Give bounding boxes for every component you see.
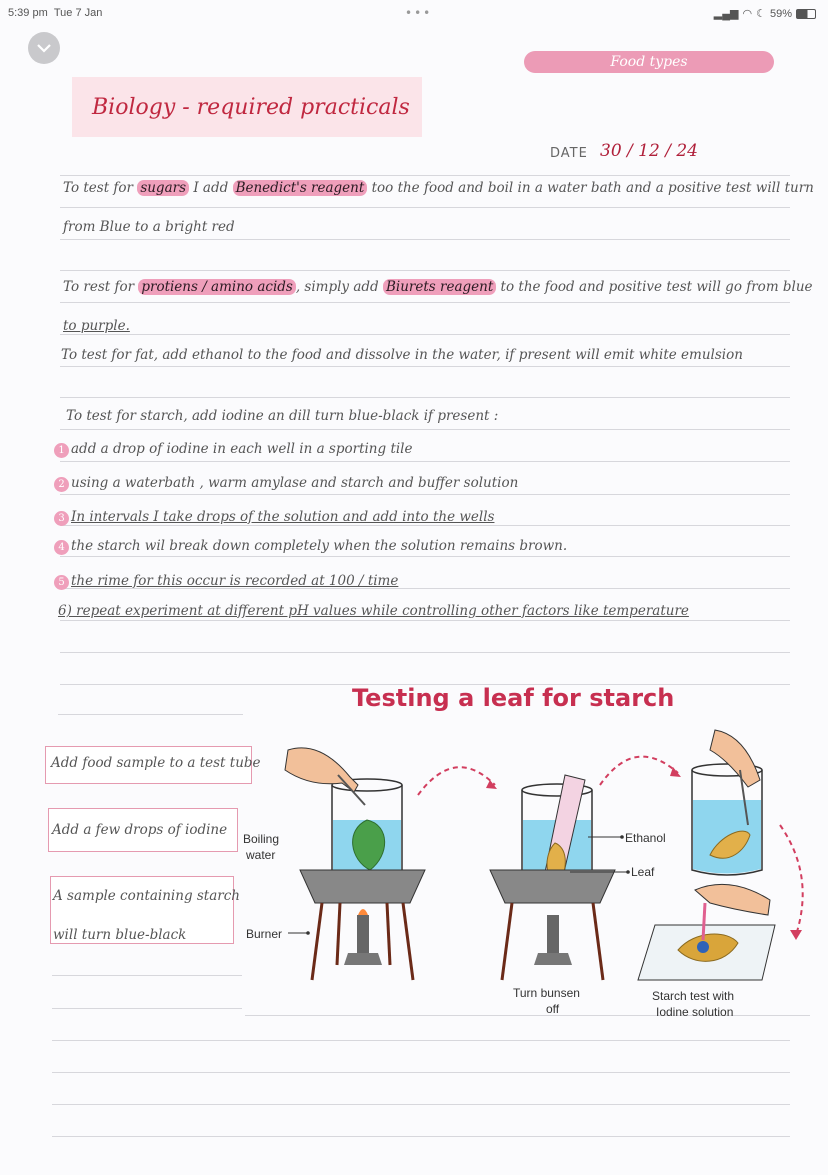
rule-line <box>52 1040 790 1041</box>
sugar-test-line-1: To test for sugars I add Benedict's reagent too the food and boil in a water bath and a positive test will turn <box>63 180 814 196</box>
food-types-tag: Food types <box>524 51 774 73</box>
rule-line <box>52 1072 790 1073</box>
rule-line <box>60 652 790 653</box>
arrow-down-icon <box>780 825 803 935</box>
starch-step: 2 using a waterbath , warm amylase and starch and buffer solution <box>54 475 518 492</box>
label-ethanol: Ethanol <box>625 831 666 845</box>
note-2-text: Add a few drops of iodine <box>52 822 228 838</box>
collapse-button[interactable] <box>28 32 60 64</box>
highlight-benedicts: Benedict's reagent <box>233 180 368 196</box>
bunsen-burner <box>344 909 382 965</box>
starch-step: 4 the starch wil break down completely when the solution remains brown. <box>54 538 567 555</box>
signal-icon: ▂▄▆ <box>713 8 739 20</box>
label-burner: Burner <box>246 927 283 941</box>
rule-line <box>60 494 790 495</box>
label-iodine-solution: Iodine solution <box>656 1005 734 1019</box>
moon-icon: ☾ <box>756 8 766 20</box>
rule-line <box>60 620 790 621</box>
rule-line <box>60 207 790 208</box>
starch-test-intro: To test for starch, add iodine an dill turn blue-black if present : <box>66 408 499 424</box>
rule-line <box>60 334 790 335</box>
highlight-sugars: sugars <box>137 180 189 196</box>
date-label: DATE <box>550 146 588 161</box>
label-turn-bunsen: Turn bunsen <box>513 986 580 1000</box>
starch-step: 3 In intervals I take drops of the solution and add into the wells <box>54 509 494 526</box>
page-title: Biology - required practicals <box>92 95 410 120</box>
more-icon[interactable]: ••• <box>405 6 433 20</box>
rule-line <box>60 366 790 367</box>
rule-line <box>60 239 790 240</box>
chevron-down-icon <box>36 43 52 53</box>
rule-line <box>52 1136 790 1137</box>
label-water: water <box>246 848 276 862</box>
rule-line <box>60 302 790 303</box>
rule-line <box>60 270 790 271</box>
battery-icon <box>796 9 816 19</box>
iodine-tile <box>638 884 775 980</box>
sugar-test-line-2: from Blue to a bright red <box>63 219 235 235</box>
label-starch-test: Starch test with <box>652 989 735 1003</box>
rule-line <box>60 461 790 462</box>
status-indicators <box>714 7 816 20</box>
date-value: 30 / 12 / 24 <box>600 141 698 161</box>
protein-test-line-2: to purple. <box>63 318 130 334</box>
starch-step: 1 add a drop of iodine in each well in a sporting tile <box>54 441 413 458</box>
highlight-proteins: protiens / amino acids <box>138 279 296 295</box>
highlight-biurets: Biurets reagent <box>383 279 496 295</box>
gauze-stand <box>300 870 425 903</box>
label-leaf: Leaf <box>631 865 655 879</box>
note-3-text-a: A sample containing starch <box>53 888 240 904</box>
starch-step: 5 the rime for this occur is recorded at 100 / time <box>54 573 398 590</box>
starch-step-6: 6) repeat experiment at different pH values while controlling other factors like temperature <box>58 603 689 619</box>
rule-line <box>60 175 790 176</box>
note-3-text-b: will turn blue-black <box>53 927 187 943</box>
protein-test-line-1: To rest for protiens / amino acids , simply add Biurets reagent to the food and positive test will go from blue <box>63 279 813 295</box>
battery-level: 59% <box>769 7 792 20</box>
rule-line <box>52 1104 790 1105</box>
arrow-right-icon <box>418 767 495 795</box>
hand-rinse <box>710 730 760 787</box>
rule-line <box>60 397 790 398</box>
arrow-right-icon <box>600 757 678 785</box>
status-time: 5:39 pm Tue 7 Jan <box>8 7 103 19</box>
rule-line <box>52 975 242 976</box>
rule-line <box>60 556 790 557</box>
rule-line <box>52 1008 242 1009</box>
wifi-icon: ◠ <box>742 8 753 20</box>
note-1-text: Add food sample to a test tube <box>51 755 261 771</box>
label-off: off <box>546 1002 560 1016</box>
diagram-heading: Testing a leaf for starch <box>352 684 675 712</box>
rule-line <box>60 429 790 430</box>
leaf-starch-diagram <box>240 725 820 1020</box>
label-boiling: Boiling <box>243 832 280 846</box>
fat-test-line: To test for fat, add ethanol to the food and dissolve in the water, if present will emit white emulsion <box>61 347 743 363</box>
rule-line <box>58 714 243 715</box>
